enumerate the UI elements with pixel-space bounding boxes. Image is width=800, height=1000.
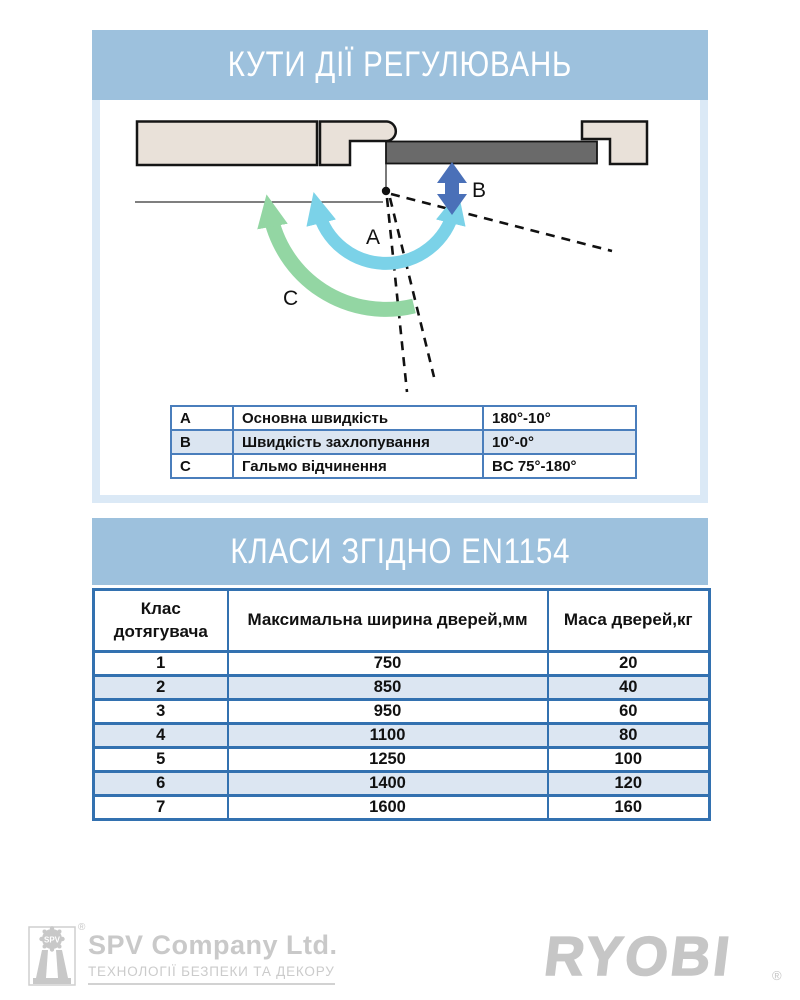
cell-class: 5 [94, 748, 228, 772]
table-row [94, 724, 710, 748]
legend-key: C [171, 454, 233, 478]
legend-name: Основна швидкість [233, 406, 483, 430]
table-row [94, 772, 710, 796]
cell-class: 7 [94, 796, 228, 820]
legend-key: B [171, 430, 233, 454]
table-header-row [94, 590, 710, 652]
angle-arc-a [318, 210, 454, 263]
cell-mass: 60 [548, 700, 710, 724]
en1154-classes-table [92, 588, 711, 821]
door-position-dashed-line-1 [391, 194, 612, 251]
header-width: Максимальна ширина дверей,мм [228, 590, 548, 652]
angles-title: КУТИ ДІЇ РЕГУЛЮВАНЬ [227, 45, 573, 84]
cell-mass: 80 [548, 724, 710, 748]
pivot-point [382, 187, 390, 195]
legend-name: Швидкість захлопування [233, 430, 483, 454]
table-row [94, 748, 710, 772]
cell-width: 1250 [228, 748, 548, 772]
spv-company-name: SPV Company Ltd. [88, 930, 338, 960]
legend-row [171, 406, 636, 430]
legend-key: A [171, 406, 233, 430]
legend-name: Гальмо відчинення [233, 454, 483, 478]
classes-title: КЛАСИ ЗГІДНО EN1154 [230, 531, 570, 571]
legend-row [171, 454, 636, 478]
cell-width: 950 [228, 700, 548, 724]
cell-class: 4 [94, 724, 228, 748]
angles-title-band [92, 30, 708, 100]
cell-width: 850 [228, 676, 548, 700]
cell-class: 1 [94, 652, 228, 676]
cell-class: 2 [94, 676, 228, 700]
ryobi-logo: RYOBI [541, 925, 736, 987]
table-row [94, 700, 710, 724]
legend-value: 10°-0° [483, 430, 636, 454]
door-position-dashed-line-3 [390, 198, 434, 377]
classes-title-band [92, 518, 708, 585]
angles-legend-table [170, 405, 637, 479]
cell-class: 3 [94, 700, 228, 724]
cell-mass: 100 [548, 748, 710, 772]
footer [0, 918, 800, 1000]
spv-icon-text: SPV [43, 935, 61, 945]
cell-mass: 40 [548, 676, 710, 700]
table-row [94, 676, 710, 700]
legend-row [171, 430, 636, 454]
door-frame-profile [320, 122, 396, 166]
cell-width: 1400 [228, 772, 548, 796]
cell-mass: 160 [548, 796, 710, 820]
label-c: C [283, 287, 299, 310]
spv-tagline: ТЕХНОЛОГІЇ БЕЗПЕКИ ТА ДЕКОРУ [88, 964, 335, 985]
spv-logo-icon [28, 926, 80, 988]
cell-mass: 20 [548, 652, 710, 676]
label-a: A [366, 226, 381, 249]
cell-width: 750 [228, 652, 548, 676]
label-b: B [472, 179, 487, 202]
legend-value: 180°-10° [483, 406, 636, 430]
header-mass: Маса дверей,кг [548, 590, 710, 652]
door-leaf [386, 142, 597, 164]
wall-section-left [137, 122, 317, 166]
cell-class: 6 [94, 772, 228, 796]
door-position-dashed-line-2 [387, 198, 407, 392]
ryobi-registered-icon: ® [772, 968, 782, 983]
table-row [94, 796, 710, 820]
legend-value: BC 75°-180° [483, 454, 636, 478]
spv-registered-icon: ® [78, 922, 86, 933]
cell-width: 1600 [228, 796, 548, 820]
cell-mass: 120 [548, 772, 710, 796]
cell-width: 1100 [228, 724, 548, 748]
header-class: Клас дотягувача [94, 590, 228, 652]
spv-logo-text [88, 932, 338, 985]
table-row [94, 652, 710, 676]
